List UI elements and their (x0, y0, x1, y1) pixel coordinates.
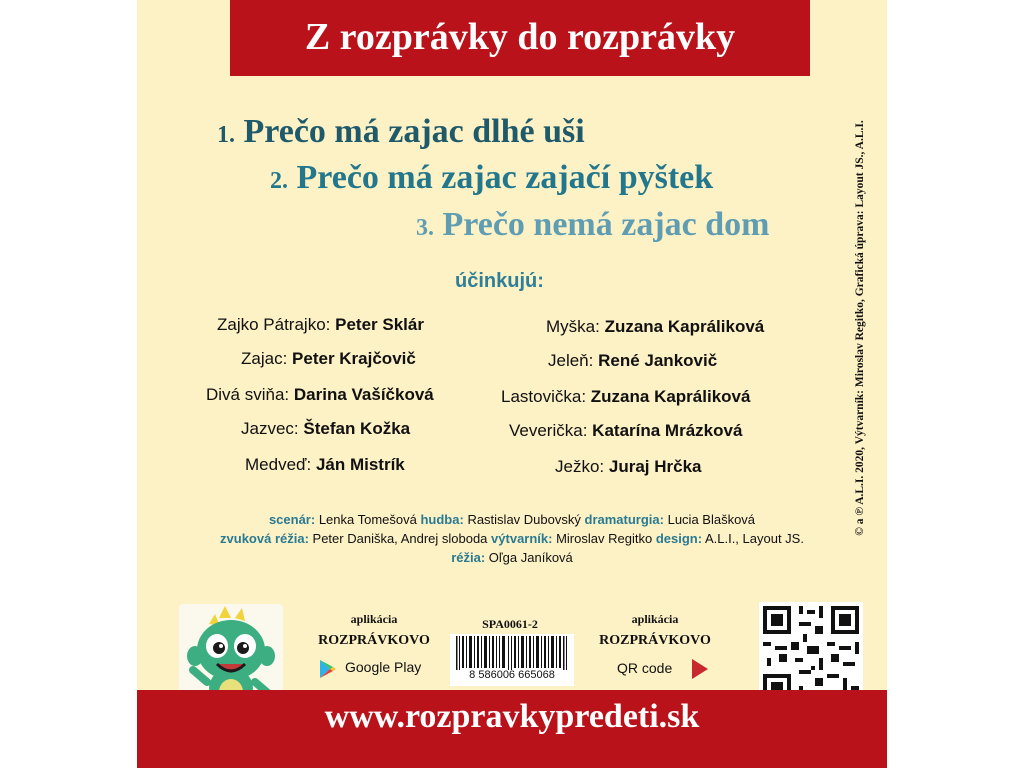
app-right-line1: aplikácia (631, 612, 679, 626)
google-play-icon (319, 659, 337, 679)
story-3 (416, 205, 769, 248)
credit-value: Oľga Janíková (488, 550, 573, 565)
album-title: Z rozprávky do rozprávky (304, 16, 736, 58)
barcode-icon (450, 634, 574, 670)
cast-actor: Ján Mistrík (315, 455, 405, 474)
cast-row (217, 314, 424, 336)
cast-heading: účinkujú: (455, 270, 544, 292)
cast-actor: Peter Sklár (335, 315, 424, 334)
cast-row (548, 350, 717, 372)
cast-actor: Juraj Hrčka (608, 457, 702, 476)
cast-actor: Katarína Mrázková (592, 421, 743, 440)
qr-code-link[interactable] (617, 658, 717, 680)
cast-row (555, 456, 702, 478)
cast-actor: René Jankovič (598, 351, 718, 370)
cast-row (245, 454, 405, 476)
google-play-badge[interactable] (319, 656, 434, 682)
credits-line-1 (137, 510, 887, 530)
story-1 (217, 112, 585, 155)
copyright-symbols: © a ℗ (854, 507, 866, 536)
cast-row (241, 348, 416, 370)
cast-role: Zajac: (241, 349, 288, 368)
title-banner (230, 0, 810, 76)
cast-role: Zajko Pátrajko: (217, 315, 331, 334)
cast-actor: Darina Vašíčková (293, 385, 434, 404)
credit-value: Peter Daniška, Andrej sloboda (312, 531, 488, 546)
play-arrow-icon (691, 658, 709, 680)
barcode (450, 634, 574, 686)
cast-row (241, 418, 410, 440)
cd-back-cover (137, 0, 887, 768)
cast-actor: Peter Krajčovič (292, 349, 416, 368)
website-link[interactable]: www.rozpravkypredeti.sk (324, 698, 700, 735)
google-play-label: Google Play (345, 659, 422, 675)
credit-value: Lucia Blašková (667, 512, 756, 527)
story-2-title: Prečo má zajac zajačí pyštek (296, 159, 714, 196)
copyright-text: A.L.I. 2020, Výtvarník: Miroslav Regitko, Grafická úprava: Layout JS., A.L.I. (854, 120, 866, 505)
cast-actor: Zuzana Kapráliková (590, 387, 751, 406)
story-2-number: 2. (270, 168, 288, 194)
cast-actor: Štefan Kožka (303, 419, 411, 438)
credit-value: Lenka Tomešová (318, 512, 417, 527)
cast-role: Veverička: (509, 421, 588, 440)
credits-line-2 (137, 529, 887, 549)
credit-value: Rastislav Dubovský (467, 512, 581, 527)
story-1-title: Prečo má zajac dlhé uši (243, 113, 585, 150)
story-2 (270, 158, 713, 201)
story-3-title: Prečo nemá zajac dom (442, 206, 770, 243)
cast-role: Divá sviňa: (206, 385, 290, 404)
app-right-line2: ROZPRÁVKOVO (599, 633, 711, 648)
cast-actor: Zuzana Kaprálikov​á (604, 317, 765, 336)
app-left-line1: aplikácia (350, 612, 398, 626)
cast-row (501, 386, 750, 408)
story-3-number: 3. (416, 215, 434, 241)
copyright-strip (847, 48, 873, 608)
app-left-line2: ROZPRÁVKOVO (318, 633, 430, 648)
credit-value: Miroslav Regitko (556, 531, 653, 546)
barcode-digits: 8 586006 665068 (469, 669, 555, 681)
cast-role: Ježko: (555, 457, 605, 476)
cast-role: Lastovička: (501, 387, 587, 406)
catalog-number: SPA0061-2 (482, 617, 538, 631)
credit-label: scenár: (268, 512, 316, 527)
credit-label: výtvarník: (491, 531, 553, 546)
credit-label: dramaturgia: (584, 512, 664, 527)
qr-code-label: QR code (617, 660, 673, 676)
copyright-line (854, 120, 866, 535)
cast-role: Medveď: (245, 455, 312, 474)
cast-row (509, 420, 742, 442)
cast-row (206, 384, 434, 406)
cast-role: Jazvec: (241, 419, 299, 438)
credit-label: zvuková réžia: (220, 531, 309, 546)
credit-value: A.L.I., Layout JS. (704, 531, 804, 546)
credit-label: design: (655, 531, 703, 546)
credit-label: réžia: (451, 550, 486, 565)
cast-role: Myška: (546, 317, 600, 336)
cast-row (546, 316, 764, 338)
credit-label: hudba: (420, 512, 464, 527)
story-1-number: 1. (217, 122, 235, 148)
credits-line-3 (137, 548, 887, 568)
cast-role: Jeleň: (548, 351, 594, 370)
